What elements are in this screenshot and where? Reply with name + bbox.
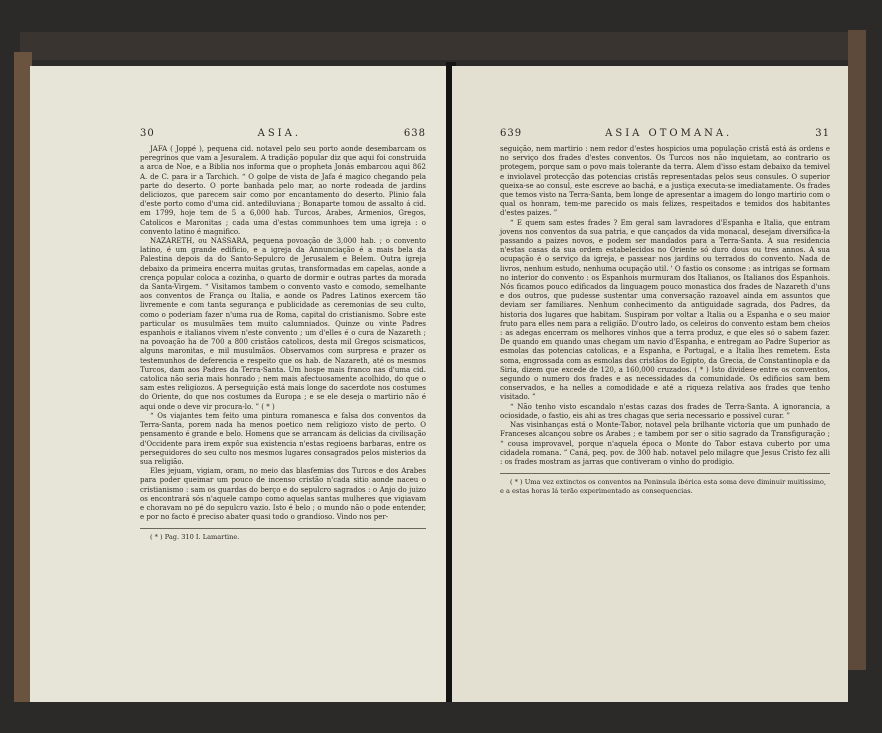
footnote-rule [500,473,830,474]
book-edge-right [848,30,866,670]
left-page-number: 30 [140,128,155,139]
right-page-number: 31 [815,128,830,139]
paragraph-tabor: Nas visinhanças está o Monte-Tabor, notavel pela brilhante victoria que um punhado de Franceses alcançou sobre os Arabes ; e tambem por ser o sitio sagrado da Transfiguração ; “ cousa improvavel, porque n'aquela época o Monte do Tabor estava cuberto por uma cidadela romana. ” Caná, peq. pov. de 300 hab. notavel pelo milagre que Jesus Cristo fez alli : os frades mostram as jarras que contiveram o vinho do prodigio. [500,421,830,466]
footnote-text: ( * ) Uma vez extinctos os conventos na Peninsula ibérica esta soma deve diminuir muitissimo, e a estas horas lá terão experimentado as consequencias. [500,478,826,495]
left-page-header [140,128,426,139]
right-page [452,66,848,702]
right-original-number: 639 [500,128,523,139]
right-footnote [500,478,830,495]
left-page [30,66,448,702]
paragraph-escandalo: “ Não tenho visto escandalo n'estas cazas dos frades de Terra-Santa. A ignorancia, a ociosidade, o fastio, eis ahi as tres chagas que seria necessario e possivel curar. ” [500,402,830,420]
right-running-title: ASIA OTOMANA. [605,128,733,139]
paragraph-viajantes: “ Os viajantes tem feito uma pintura romanesca e falsa dos conventos da Terra-Santa, porem nada ha menos poetico nem religiozo visto de perto. O pensamento é grande e belo. Homens que se arrancam ás delicias da civilisação d'Occidente para irem expôr sua existencia n'estas regioens barbaras, entre os perseguidores do seu culto nos mesmos lugares consagrados pelos misterios da sua religião. [140,411,426,466]
paragraph-jafa: JAFA ( Joppé ), pequena cid. notavel pelo seu porto aonde desembarcam os peregrinos que vam a Jesuralem. A tradição popular diz que aqui foi construida a arca de Noe, e a Biblia nos informa que o propheta Jonás embarcou aqui 862 A. de C. para ir a Tarchich. “ O golpe de vista de Jafa é magico chegando pela parte do deserto. O porte banhada pelo mar, ao norte rodeada de jardins deliciozos, que parecem sair como por encantamento do deserto. Plinio fala d'este porto como d'uma cid. antediluviana ; Bonaparte tomou de assalto á cid. em 1799, hoje tem de 5 a 6,000 hab. Turcos, Arabes, Armenios, Gregos, Catolicos e Maronitas ; cada uma d'estas communhoes tem uma igreja : o convento latino é magnifico. [140,145,426,236]
left-page-body [140,145,426,522]
paragraph-frades: “ E quem sam estes frades ? Em geral sam lavradores d'Espanha e Italia, que entram jovens nos conventos da sua patria, e que cançados da vida monacal, desejam diversifica-la passando a paizes novos, e podem ser mandados para a Terra-Santa. A sua residencia n'estas casas da sua ordem estabelecidos no Oriente só duro dous ou tres annos. A sua ocupação é o serviço da igreja, e passear nos jardins ou terrados do convento. Nada de livros, nenhum estudo, nenhuma ocupação util. ' O fastio os consome : as intrigas se formam no interior do convento : os Espanhois murmuram dos Italianos, os Italianos dos Espanhois. Nós ficamos pouco edificados da linguagem pouco monastica dos frades de Nazareth d'uns e dos outros, que pudesse sustentar uma conversação razoavel ainda em assuntos que deviam ser familiares. Nenhum conhecimento da antiguidade sagrada, dos Padres, da historia dos lugares que habitam. Suspiram por voltar a Italia ou a Espanha e o seu maior fruto para elles nem para a religião. D'outro lado, os celeiros do convento estam bem cheios : as adegas encerram os melhores vinhos que a terra produz, e que eles só o sabem fazer. De quando em quando unas chegam um navio d'Espanha, e entregam ao Padre Superior as esmolas das potencias catolicas, e a Espanha, e Portugal, e a Italia lhes remetem. Esta soma, engrossada com as esmolas das cristãos do Egipto, da Grecia, de Constantinopla e da Siria, dizem que excede de 120, a 160,000 cruzados. ( * ) Isto dividese entre os conventos, segundo o numero dos frades e as necessidades da comunidade. Os edificios sam bem conservados, e ha nelles a comodidade e até a riqueza relativa aos frades que tenho visitado. ” [500,218,830,402]
paragraph-jejuam: Eles jejuam, vigiam, oram, no meio das blasfemias dos Turcos e dos Arabes para poder queimar um pouco de incenso cristão n'cada sitio aonde naceu o cristianismo : sam os guardas do berço e do sepulcro sagrados : o Anjo do juizo os encontrará sós n'aquele campo como aquelas santas mulheres que vigiavam e choravam no pé do sepulcro vazio. Isto é belo ; o mundo não o pode entender, e por no facto é preciso abater quasi todo o grandioso. Vindo nos per- [140,467,426,522]
footnote-text: ( * ) Pag. 310 I. Lamartine. [150,533,240,542]
right-page-body [500,145,830,467]
left-footnote [140,533,426,542]
book-binding-top [20,32,860,60]
left-original-number: 638 [403,128,426,139]
left-running-title: ASIA. [257,128,302,139]
footnote-rule [140,528,426,529]
right-page-header [500,128,830,139]
paragraph-nazareth: NAZARETH, ou NASSARA, pequena povoação de 3,000 hab. ; o convento latino, é um grande edificio, e a igreja da Annunciação é a mais bela da Palestina depois da do Santo-Sepulcro de Jerusalem e Belem. Outra igreja debaixo da primeira encerra muitas grutas, transformadas em capelas, aonde a crença popular coloca a cozinha, o quarto de dormir e outras partes da morada da Santa-Virgem. “ Visitamos tambem o convento vasto e comodo, semelhante aos conventos de França ou Italia, e aonde os Padres Latinos exercem tão livremente e com tanta segurança e publicidade as ceremonias de seu culto, como o poderiam fazer n'uma rua de Roma, capital do cristianismo. Sobre este particular os musulmães tem muito calumniados. Quinze ou vinte Padres espanhois e italianos vivem n'este convento ; um d'elles é o cura de Nazareth ; na povoação ha de 700 a 800 cristãos catolicos, desta mil Gregos scismaticos, alguns maronitas, e mil musulmãos. Observamos com surpresa e prazer os testemunhos de deferencia e respeito que os hab. de Nazareth, até os mesmos Turcos, dam aos Padres da Terra-Santa. Um hospe mais franco nas d'uma cid. catolica não seria mais honrado ; nem mais afectuosamente acolhido, do que o sam estes religiozos. A perseguição está mais longe do sacerdote nos costumes do Oriente, do que nos costumes da Europa ; e se ele deseja o martirio não é aqui onde o deve vir procura-lo. ” ( * ) [140,237,426,411]
paragraph-perseguicao: seguição, nem martirio : nem redor d'estes hospicios uma população cristã está ás ordens e no serviço dos frades d'estes conventos. Os Turcos nos não inquietam, ao contrario os protegem, porque sam o povo mais tolerante da terra. Alem d'isso estam debaixo da temivel e inviolavel protecção das potencias cristãs representadas pelos seus consules. O superior queixa-se ao consul, este escreve ao bachá, e a justiça executa-se imediatamente. Os frades que temos visto na Terra-Santa, bem longe de apresentar a imagem do longo martirio com o qual os honram, tem-me parecido os mais felizes, respeitados e temidos dos habitantes d'estes paizes. ” [500,145,830,218]
